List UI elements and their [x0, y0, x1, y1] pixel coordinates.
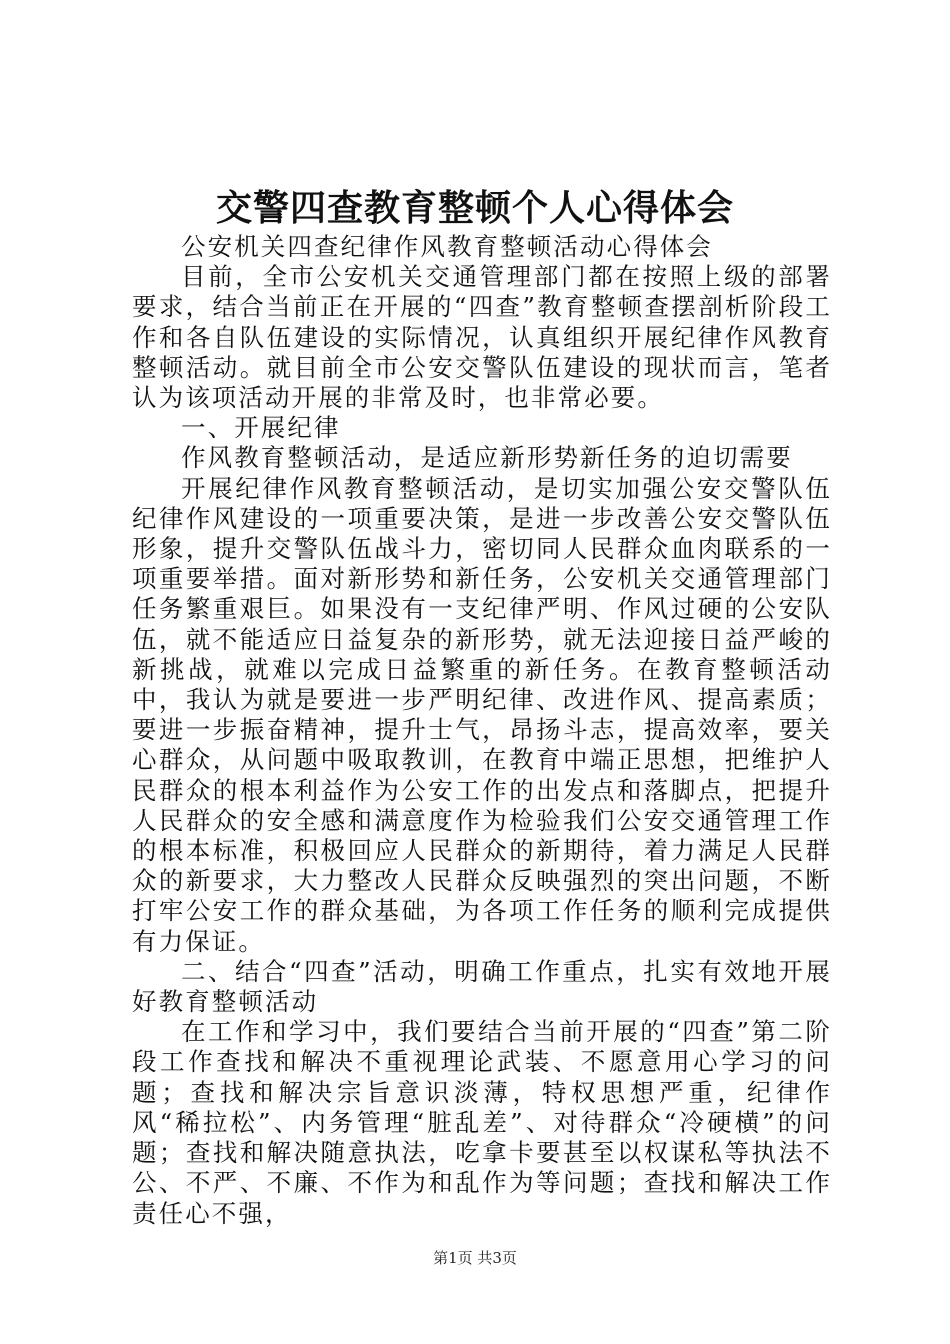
section-heading-1-continued: 作风教育整顿活动，是适应新形势新任务的迫切需要 — [181, 443, 793, 473]
section-heading-1: 一、开展纪律 — [181, 413, 341, 443]
page-number-footer: 第1页 共3页 — [433, 1249, 517, 1267]
document-body — [132, 232, 832, 1229]
paragraph-subtitle: 公安机关四查纪律作风教育整顿活动心得体会 — [181, 232, 713, 261]
paragraph-section-2: 在工作和学习中，我们要结合当前开展的“四查”第二阶段工作查找和解决不重视理论武装、不愿意用心学习的问题；查找和解决宗旨意识淡薄，特权思想严重，纪律作风“稀拉松”、内务管理“脏乱差”、对待群众“冷硬横”的问题；查找和解决随意执法，吃拿卡要甚至以权谋私等执法不公、不严、不廉、不作为和乱作为等问题；查找和解决工作责任心不强， — [132, 1017, 832, 1228]
section-heading-2: 二、结合“四查”活动，明确工作重点，扎实有效地开展好教育整顿活动 — [132, 956, 832, 1017]
document-title: 交警四查教育整顿个人心得体会 — [215, 187, 734, 229]
paragraph-section-1: 开展纪律作风教育整顿活动，是切实加强公安交警队伍纪律作风建设的一项重要决策，是进一步改善公安交警队伍形象，提升交警队伍战斗力，密切同人民群众血肉联系的一项重要举措。面对新形势和新任务，公安机关交通管理部门任务繁重艰巨。如果没有一支纪律严明、作风过硬的公安队伍，就不能适应日益复杂的新形势，就无法迎接日益严峻的新挑战，就难以完成日益繁重的新任务。在教育整顿活动中，我认为就是要进一步严明纪律、改进作风、提高素质；要进一步振奋精神，提升士气，昂扬斗志，提高效率，要关心群众，从问题中吸取教训，在教育中端正思想，把维护人民群众的根本利益作为公安工作的出发点和落脚点，把提升人民群众的安全感和满意度作为检验我们公安交通管理工作的根本标准，积极回应人民群众的新期待，着力满足人民群众的新要求，大力整改人民群众反映强烈的突出问题，不断打牢公安工作的群众基础，为各项工作任务的顺利完成提供有力保证。 — [132, 473, 832, 956]
paragraph-intro: 目前，全市公安机关交通管理部门都在按照上级的部署要求，结合当前正在开展的“四查”教育整顿查摆剖析阶段工作和各自队伍建设的实际情况，认真组织开展纪律作风教育整顿活动。就目前全市公安交警队伍建设的现状而言，笔者认为该项活动开展的非常及时，也非常必要。 — [132, 262, 832, 413]
